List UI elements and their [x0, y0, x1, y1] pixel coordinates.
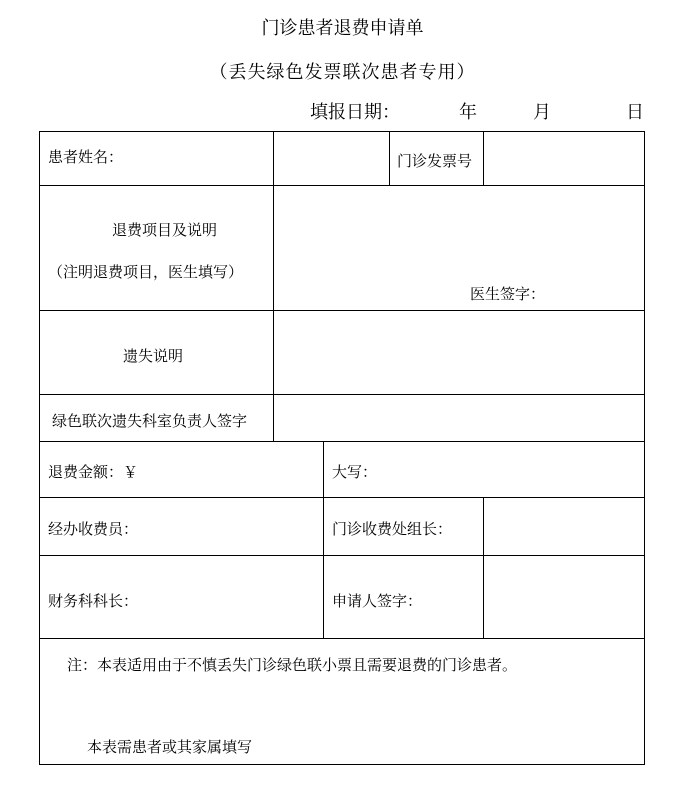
refund-items-field[interactable]: [274, 186, 644, 310]
date-month-label: 月: [533, 102, 551, 123]
form-title: 门诊患者退费申请单: [261, 18, 424, 39]
patient-name-field[interactable]: [274, 132, 389, 185]
applicant-signature-label: 申请人签字：: [332, 592, 423, 610]
cashier-label: 经办收费员：: [48, 520, 139, 538]
table-border-left: [39, 131, 40, 765]
table-border-bottom: [39, 764, 645, 765]
finance-head-label: 财务科科长：: [48, 592, 139, 610]
cashier-group-leader-label: 门诊收费处组长：: [332, 520, 453, 538]
column-divider: [389, 131, 390, 185]
note-filled-by: 本表需患者或其家属填写: [87, 738, 253, 756]
refund-amount-label: 退费金额：￥: [48, 463, 139, 481]
invoice-no-label: 门诊发票号: [397, 152, 473, 170]
date-label: 填报日期：: [310, 102, 400, 123]
form-subtitle: （丢失绿色发票联次患者专用）: [209, 62, 476, 83]
note-applicability: 注：本表适用由于不慎丢失门诊绿色联小票且需要退费的门诊患者。: [67, 656, 518, 674]
loss-explanation-field[interactable]: [274, 311, 644, 394]
doctor-signature-label: 医生签字：: [470, 285, 546, 303]
patient-name-label: 患者姓名：: [48, 148, 124, 166]
refund-items-note: （注明退费项目，医生填写）: [48, 263, 244, 281]
dept-head-signature-field[interactable]: [274, 395, 644, 441]
loss-explanation-label: 遗失说明: [123, 347, 184, 365]
date-year-label: 年: [459, 102, 477, 123]
applicant-signature-field[interactable]: [484, 556, 644, 638]
row-divider: [39, 638, 645, 639]
column-divider: [323, 441, 324, 638]
dept-head-signature-label: 绿色联次遗失科室负责人签字: [52, 412, 248, 430]
row-divider: [39, 441, 645, 442]
cashier-group-leader-field[interactable]: [484, 498, 644, 555]
invoice-no-field[interactable]: [484, 132, 644, 185]
refund-items-label: 退费项目及说明: [112, 221, 218, 239]
table-border-right: [644, 131, 645, 765]
date-day-label: 日: [626, 102, 644, 123]
amount-in-words-label: 大写：: [332, 463, 378, 481]
